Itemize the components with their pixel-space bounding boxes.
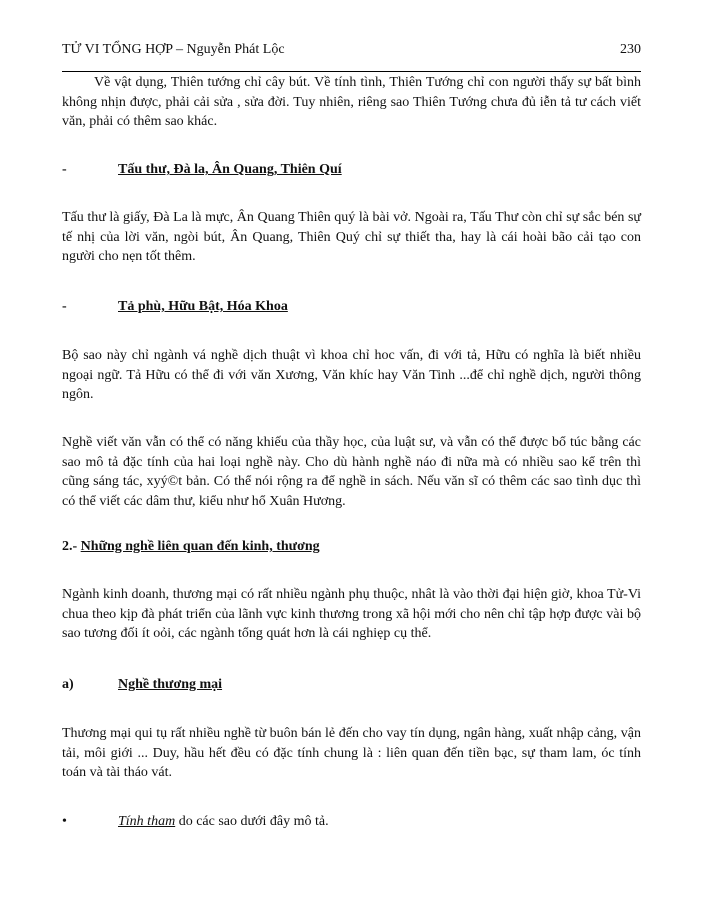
header-title: TỬ VI TỔNG HỢP – Nguyễn Phát Lộc (62, 42, 285, 57)
paragraph: Về vật dụng, Thiên tướng chỉ cây bút. Về tính tình, Thiên Tướng chỉ con người thấy sự bất bình không nhịn được, phải cải sửa , sửa đời. Tuy nhiên, riêng sao Thiên Tướng chưa đủ iễn tả tư cách viết văn, phải có thêm sao khác. (62, 75, 641, 130)
header-rule (62, 71, 641, 72)
bullet-text: do các sao dưới đây mô tả. (175, 814, 329, 829)
paragraph: Bộ sao này chỉ ngành vá nghề dịch thuật vì khoa chỉ hoc vấn, đi với tả, Hữu có nghĩa là biết nhiều ngoại ngữ. Tả Hữu có thể đi với văn Xương, Văn khíc hay Văn Tinh ...để chỉ nghề dịch, người thông ngôn. (62, 348, 641, 403)
heading-text: Những nghề liên quan đến kinh, thương (80, 539, 320, 554)
paragraph: Ngành kinh doanh, thương mại có rất nhiều ngành phụ thuộc, nhât là vào thời đại hiện giờ, khoa Tử-Vi chua theo kịp đà phát triển của lãnh vực kinh thương trong xã hội mới cho nên chỉ tập hợp được vài bộ sao tương đối ít oỏi, các ngành tổng quát hơn là cái nghiẹp cụ thể. (62, 587, 641, 642)
heading-marker: a) (62, 677, 74, 692)
page-number: 230 (620, 42, 641, 57)
section-heading (62, 299, 288, 315)
paragraph: Thương mại qui tụ rất nhiều nghề từ buôn bán lẻ đến cho vay tín dụng, ngân hàng, xuất nhập cảng, vận tải, môi giới ... Duy, hầu hết đều có đặc tính chung là : liên quan đến tiền bạc, sự tham lam, óc tính toán và tài tháo vát. (62, 726, 641, 781)
paragraph: Tấu thư là giấy, Đà La là mực, Ân Quang Thiên quý là bài vở. Ngoài ra, Tấu Thư còn chỉ sự sắc bén sự tế nhị của lời văn, ngòi bút, Ân Quang, Thiên Quý chỉ sự thiết tha, hay là cái hoài bão cải tạo con người cho nẹn tốt thêm. (62, 210, 641, 265)
section-heading (62, 162, 342, 178)
bullet-item (62, 814, 329, 830)
page-header (62, 42, 641, 58)
section-heading (62, 539, 320, 555)
paragraph: Nghề viết văn vẫn có thể có năng khiếu của thầy học, của luật sư, và vẫn có thể được bổ túc bằng các sao mô tả đặc tính của hai loại nghề này. Cho dù hành nghề náo đi nữa mà có nhiều sao kể trên thì cũng sáng tác, xyý©t bản. Có thể nói rộng ra để nghề in sách. Nếu văn sĩ có thêm các sao tình dục thì có thể viết các dâm thư, kiểu như hổ Xuân Hương. (62, 435, 641, 510)
heading-marker: 2.- (62, 539, 78, 554)
heading-marker: - (62, 299, 67, 314)
heading-marker: - (62, 162, 67, 177)
heading-text: Tấu thư, Đà la, Ân Quang, Thiên Quí (118, 162, 342, 177)
heading-text: Nghề thương mại (118, 677, 223, 692)
section-heading (62, 677, 222, 693)
heading-text: Tả phù, Hữu Bật, Hóa Khoa (118, 299, 288, 314)
bullet-emphasis: Tính tham (118, 814, 176, 829)
bullet-marker: • (62, 814, 67, 829)
